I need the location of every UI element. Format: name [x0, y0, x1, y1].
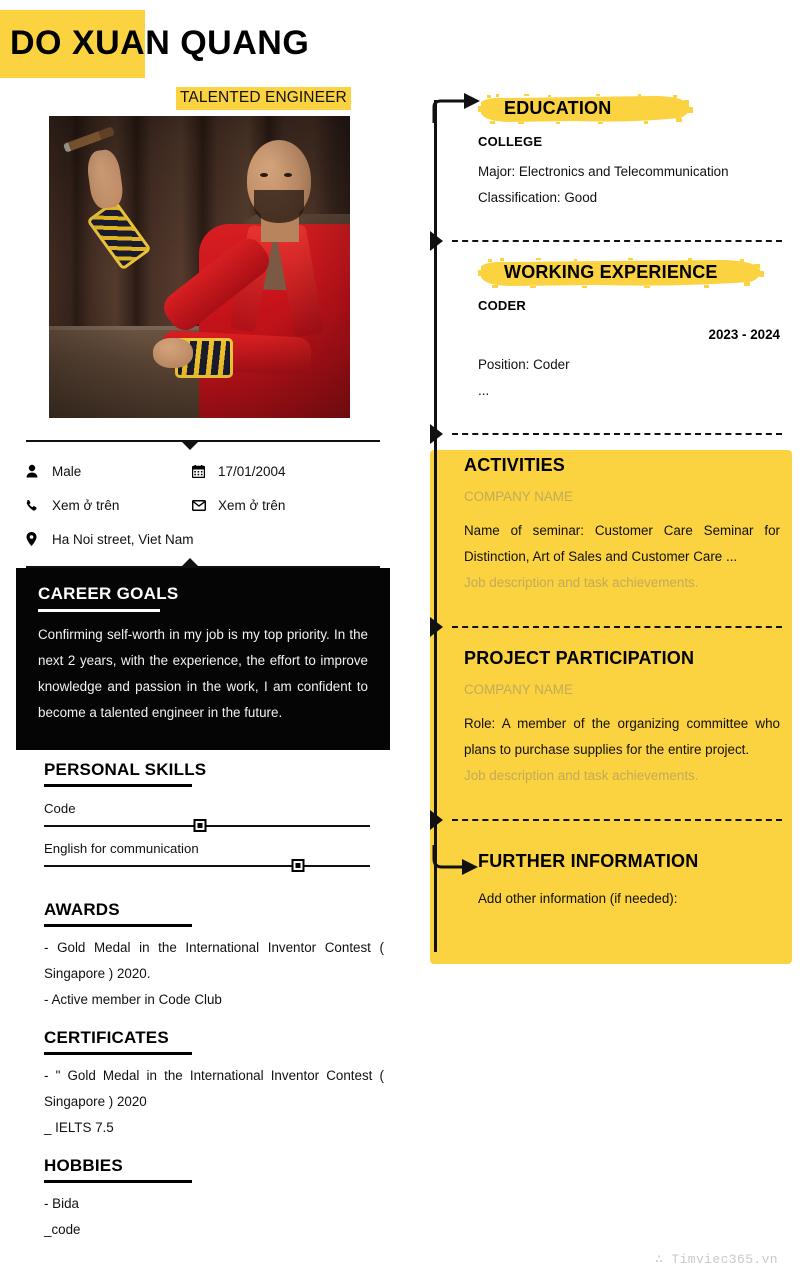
- working-experience-years: 2023 - 2024: [708, 327, 780, 342]
- education-major: Major: Electronics and Telecommunication: [478, 164, 729, 179]
- skill-slider-handle[interactable]: [292, 859, 305, 872]
- contact-address: [26, 522, 380, 556]
- section-divider-dashed: [452, 626, 782, 628]
- project-participation-detail: Role: A member of the organizing committee who plans to purchase supplies for the entire project.: [464, 716, 780, 757]
- project-participation-section: [430, 648, 792, 789]
- job-title-subtitle: TALENTED ENGINEER: [176, 87, 351, 110]
- career-goals-title: CAREER GOALS: [38, 584, 179, 603]
- awards-title: AWARDS: [44, 900, 120, 919]
- education-title: [478, 94, 637, 124]
- certificates-item: _ IELTS 7.5: [44, 1120, 114, 1135]
- contact-email-value: Xem ở trên: [218, 497, 286, 513]
- page-title: DO XUAN QUANG: [10, 24, 310, 62]
- timeline-triangle-marker: [430, 424, 443, 444]
- activities-detail: Name of seminar: Customer Care Seminar for Distinction, Art of Sales and Customer Care ...: [464, 523, 780, 564]
- triangle-up-marker: [181, 558, 199, 567]
- person-icon: [26, 464, 52, 478]
- education-title-text: EDUCATION: [504, 98, 612, 118]
- awards-section: [44, 900, 384, 1013]
- envelope-icon: [192, 500, 218, 511]
- hobbies-item: - Bida: [44, 1196, 79, 1211]
- contact-dob-value: 17/01/2004: [218, 463, 286, 479]
- project-participation-title: PROJECT PARTICIPATION: [464, 648, 695, 668]
- project-participation-placeholder: Job description and task achievements.: [464, 768, 699, 783]
- hobbies-section: [44, 1156, 384, 1243]
- activities-title: ACTIVITIES: [464, 455, 566, 475]
- skill-label: English for communication: [44, 841, 199, 856]
- certificates-section: [44, 1028, 384, 1141]
- personal-skills-title: PERSONAL SKILLS: [44, 760, 207, 779]
- working-experience-position: Position: Coder: [478, 357, 570, 372]
- certificates-title: CERTIFICATES: [44, 1028, 169, 1047]
- awards-item: - Gold Medal in the International Inventor Contest ( Singapore ) 2020.: [44, 940, 384, 981]
- profile-photo: [49, 116, 350, 418]
- awards-item: - Active member in Code Club: [44, 992, 222, 1007]
- skill-slider-english[interactable]: [44, 865, 370, 867]
- hobbies-title: HOBBIES: [44, 1156, 123, 1175]
- working-experience-title: [478, 258, 744, 288]
- photo-vignette: [49, 116, 350, 418]
- contact-phone[interactable]: [26, 488, 192, 522]
- career-goals-underline: [38, 609, 160, 612]
- skill-label: Code: [44, 801, 76, 816]
- contact-address-value: Ha Noi street, Viet Nam: [52, 531, 194, 547]
- section-divider-dashed: [452, 819, 782, 821]
- activities-company: COMPANY NAME: [464, 489, 573, 504]
- skill-slider-handle[interactable]: [194, 819, 207, 832]
- phone-icon: [26, 499, 52, 512]
- timeline-triangle-marker: [430, 810, 443, 830]
- further-information-section: [430, 851, 792, 912]
- contact-gender: [26, 454, 192, 488]
- contact-phone-value: Xem ở trên: [52, 497, 120, 513]
- certificates-item: - " Gold Medal in the International Inventor Contest ( Singapore ) 2020: [44, 1068, 384, 1109]
- calendar-icon: [192, 465, 218, 478]
- education-classification: Classification: Good: [478, 190, 598, 205]
- career-goals-section: [16, 568, 390, 750]
- timeline-triangle-marker: [430, 231, 443, 251]
- working-experience-more: ...: [478, 383, 490, 398]
- footer-watermark: ∴ Timviec365.vn: [654, 1252, 778, 1267]
- project-participation-company: COMPANY NAME: [464, 682, 573, 697]
- header-name-block: [0, 10, 420, 78]
- section-divider-dashed: [452, 240, 782, 242]
- working-experience-title-text: WORKING EXPERIENCE: [504, 262, 718, 282]
- section-divider-dashed: [452, 433, 782, 435]
- education-section: [430, 94, 792, 211]
- activities-section: [430, 455, 792, 596]
- education-school: COLLEGE: [478, 134, 543, 149]
- contact-email[interactable]: [192, 488, 380, 522]
- contact-gender-value: Male: [52, 463, 82, 479]
- skill-slider-code[interactable]: [44, 825, 370, 827]
- further-information-text: Add other information (if needed):: [478, 891, 678, 906]
- contact-dob: [192, 454, 380, 488]
- contact-top-divider: [26, 440, 380, 442]
- timeline-triangle-marker: [430, 617, 443, 637]
- career-goals-text: Confirming self-worth in my job is my top priority. In the next 2 years, with the experience, the effort to improve knowledge and passion in the work, I am confident to become a talented engineer in the future.: [38, 627, 368, 720]
- working-experience-section: [430, 258, 792, 404]
- location-pin-icon: [26, 532, 52, 546]
- personal-skills-section: [44, 760, 384, 867]
- triangle-down-marker: [181, 441, 199, 450]
- hobbies-item: _code: [44, 1222, 81, 1237]
- contact-info: [26, 440, 380, 568]
- further-information-title: FURTHER INFORMATION: [478, 851, 699, 871]
- working-experience-role: CODER: [478, 298, 526, 313]
- activities-placeholder: Job description and task achievements.: [464, 575, 699, 590]
